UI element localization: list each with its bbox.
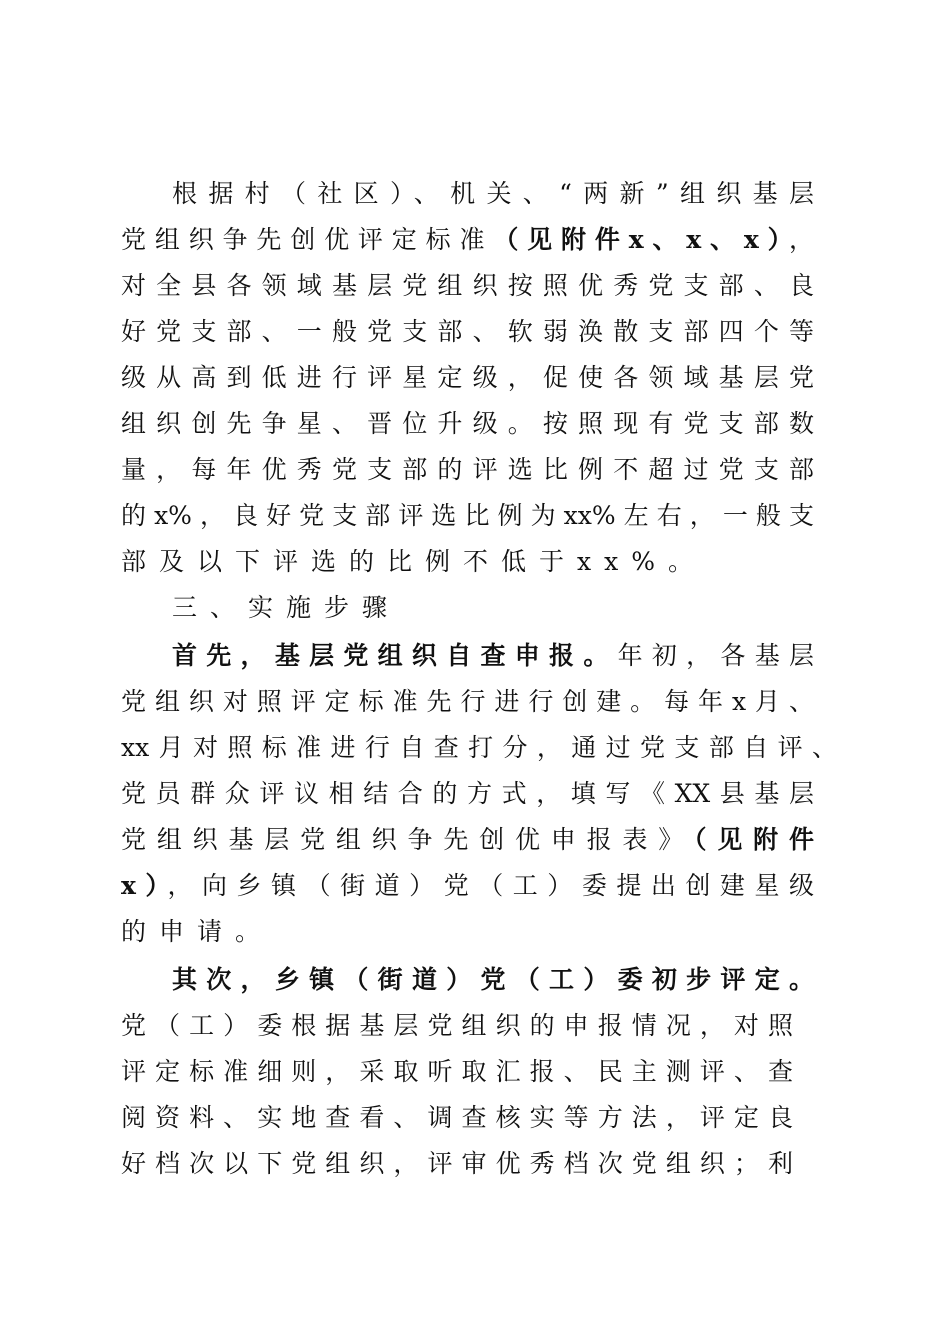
heading-text: 三、实施步骤 bbox=[172, 593, 401, 622]
step-title: 其次，乡镇（街道）党（工）委初步评定。 bbox=[172, 965, 814, 994]
line-text: 党组织基层党组织争先创优申报表》 bbox=[121, 825, 695, 854]
line-text: 级从高到低进行评星定级，促使各领域基层党 bbox=[121, 363, 814, 392]
line-text: 党组织对照评定标准先行进行创建。每年x月、 bbox=[121, 687, 814, 716]
paragraph-line bbox=[121, 450, 814, 490]
line-text: 阅资料、实地查看、调查核实等方法，评定良 bbox=[121, 1103, 793, 1132]
line-text: 的x%，良好党支部评选比例为xx%左右，一般支 bbox=[121, 501, 814, 530]
line-text: 部及以下评选的比例不低于xx%。 bbox=[121, 547, 706, 576]
paragraph-line bbox=[121, 404, 814, 444]
line-text: 好党支部、一般党支部、软弱涣散支部四个等 bbox=[121, 317, 814, 346]
paragraph-line bbox=[172, 636, 814, 676]
paragraph-line bbox=[121, 820, 814, 860]
attachment-reference: x） bbox=[121, 871, 168, 900]
paragraph-line bbox=[121, 1006, 793, 1046]
paragraph-line bbox=[121, 866, 814, 906]
line-text: xx月对照标准进行自查打分，通过党支部自评、 bbox=[121, 733, 837, 762]
paragraph-line bbox=[121, 358, 814, 398]
line-text: 党（工）委根据基层党组织的申报情况，对照 bbox=[121, 1011, 793, 1040]
attachment-reference: （见附件x、x、x） bbox=[493, 225, 789, 254]
line-text: 党组织争先创优评定标准 bbox=[121, 225, 494, 254]
paragraph-line bbox=[121, 728, 837, 768]
section-heading bbox=[172, 588, 814, 628]
paragraph-line bbox=[121, 1098, 793, 1138]
paragraph-line bbox=[121, 220, 814, 260]
paragraph-line bbox=[121, 266, 814, 306]
paragraph-line bbox=[121, 682, 814, 722]
line-text: 好档次以下党组织，评审优秀档次党组织；利 bbox=[121, 1149, 793, 1178]
paragraph-line bbox=[172, 960, 814, 1000]
paragraph-line bbox=[121, 312, 814, 352]
paragraph-line bbox=[121, 1144, 793, 1184]
line-text: ，向乡镇（街道）党（工）委提出创建星级 bbox=[167, 871, 814, 900]
paragraph-line bbox=[121, 542, 814, 582]
line-text: 的申请。 bbox=[121, 917, 274, 946]
line-text: 党员群众评议相结合的方式，填写《XX县基层 bbox=[121, 779, 814, 808]
line-text: 对全县各领域基层党组织按照优秀党支部、良 bbox=[121, 271, 814, 300]
line-text: 评定标准细则，采取听取汇报、民主测评、查 bbox=[121, 1057, 793, 1086]
step-title: 首先，基层党组织自查申报。 bbox=[172, 641, 618, 670]
line-text: 根据村（社区）、机关、“两新”组织基层 bbox=[172, 179, 814, 208]
line-text: ， bbox=[788, 225, 814, 254]
attachment-reference: （见附件 bbox=[694, 825, 814, 854]
line-text: 量，每年优秀党支部的评选比例不超过党支部 bbox=[121, 455, 814, 484]
paragraph-line bbox=[121, 496, 814, 536]
line-text: 年初，各基层 bbox=[617, 641, 814, 670]
line-text: 组织创先争星、晋位升级。按照现有党支部数 bbox=[121, 409, 814, 438]
paragraph-line bbox=[121, 774, 814, 814]
paragraph-line bbox=[172, 174, 814, 214]
paragraph-line bbox=[121, 912, 814, 952]
paragraph-line bbox=[121, 1052, 793, 1092]
